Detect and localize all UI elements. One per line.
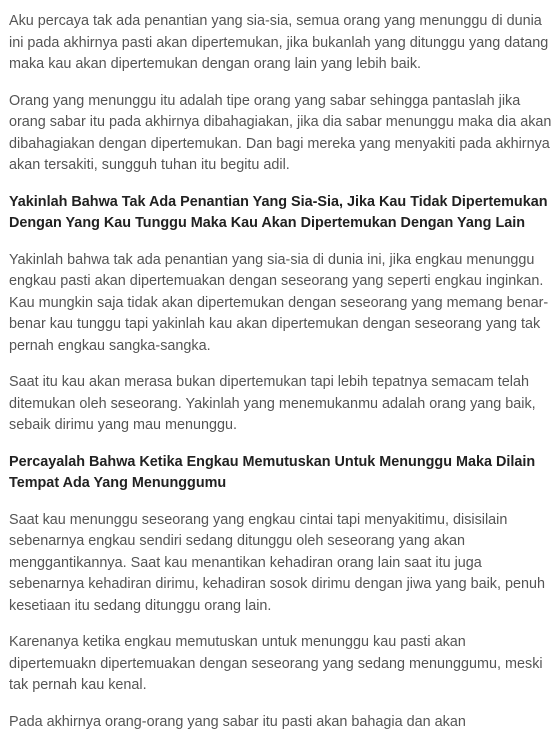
article-body bbox=[9, 11, 553, 748]
paragraph: Aku percaya tak ada penantian yang sia-sia, semua orang yang menunggu di dunia ini pada akhirnya pasti akan dipertemukan, jika bukanlah yang ditunggu yang datang maka kau akan dipertemukan dengan orang lain yang lebih baik. bbox=[9, 13, 549, 72]
paragraph: Karenanya ketika engkau memutuskan untuk menunggu kau pasti akan dipertemuakn dipertemuakan dengan seseorang yang sedang menunggumu, meski tak pernah kau kenal. bbox=[9, 634, 543, 693]
section-heading: Percayalah Bahwa Ketika Engkau Memutuskan Untuk Menunggu Maka Dilain Tempat Ada Yang Menunggumu bbox=[9, 453, 536, 491]
paragraph: Pada akhirnya orang-orang yang sabar itu pasti akan bahagia dan akan bbox=[9, 713, 466, 730]
paragraph: Saat kau menunggu seseorang yang engkau cintai tapi menyakitimu, disisilain sebenarnya engkau sendiri sedang ditunggu oleh seseorang yang akan menggantikannya. Saat kau menantikan kehadiran orang lain saat itu juga sebenarnya kehadiran dirimu, kehadiran sosok dirimu dengan jiwa yang baik, penuh kesetiaan itu sedang ditunggu orang lain. bbox=[9, 511, 545, 614]
paragraph: Orang yang menunggu itu adalah tipe orang yang sabar sehingga pantaslah jika orang sabar itu pada akhirnya dibahagiakan, jika dia sabar menunggu maka dia akan dibahagiakan dengan dipertemukan. Dan bagi mereka yang menyakiti pada akhirnya akan tersakiti, sungguh tuhan itu begitu adil. bbox=[9, 92, 552, 173]
section-heading: Yakinlah Bahwa Tak Ada Penantian Yang Sia-Sia, Jika Kau Tidak Dipertemukan Dengan Yang Kau Tunggu Maka Kau Akan Dipertemukan Dengan Yang Lain bbox=[9, 193, 548, 231]
paragraph: Saat itu kau akan merasa bukan dipertemukan tapi lebih tepatnya semacam telah ditemukan oleh seseorang. Yakinlah yang menemukanmu adalah orang yang baik, sebaik dirimu yang mau menunggu. bbox=[9, 374, 536, 433]
paragraph: Yakinlah bahwa tak ada penantian yang sia-sia di dunia ini, jika engkau menunggu engkau pasti akan dipertemuakan dengan seseorang yang seperti engkau inginkan. Kau mungkin saja tidak akan dipertemukan dengan seseorang yang memang benar-benar kau tunggu tapi yakinlah kau akan dipertemukan dengan seseorang yang tak pernah engkau sangka-sangka. bbox=[9, 251, 549, 354]
